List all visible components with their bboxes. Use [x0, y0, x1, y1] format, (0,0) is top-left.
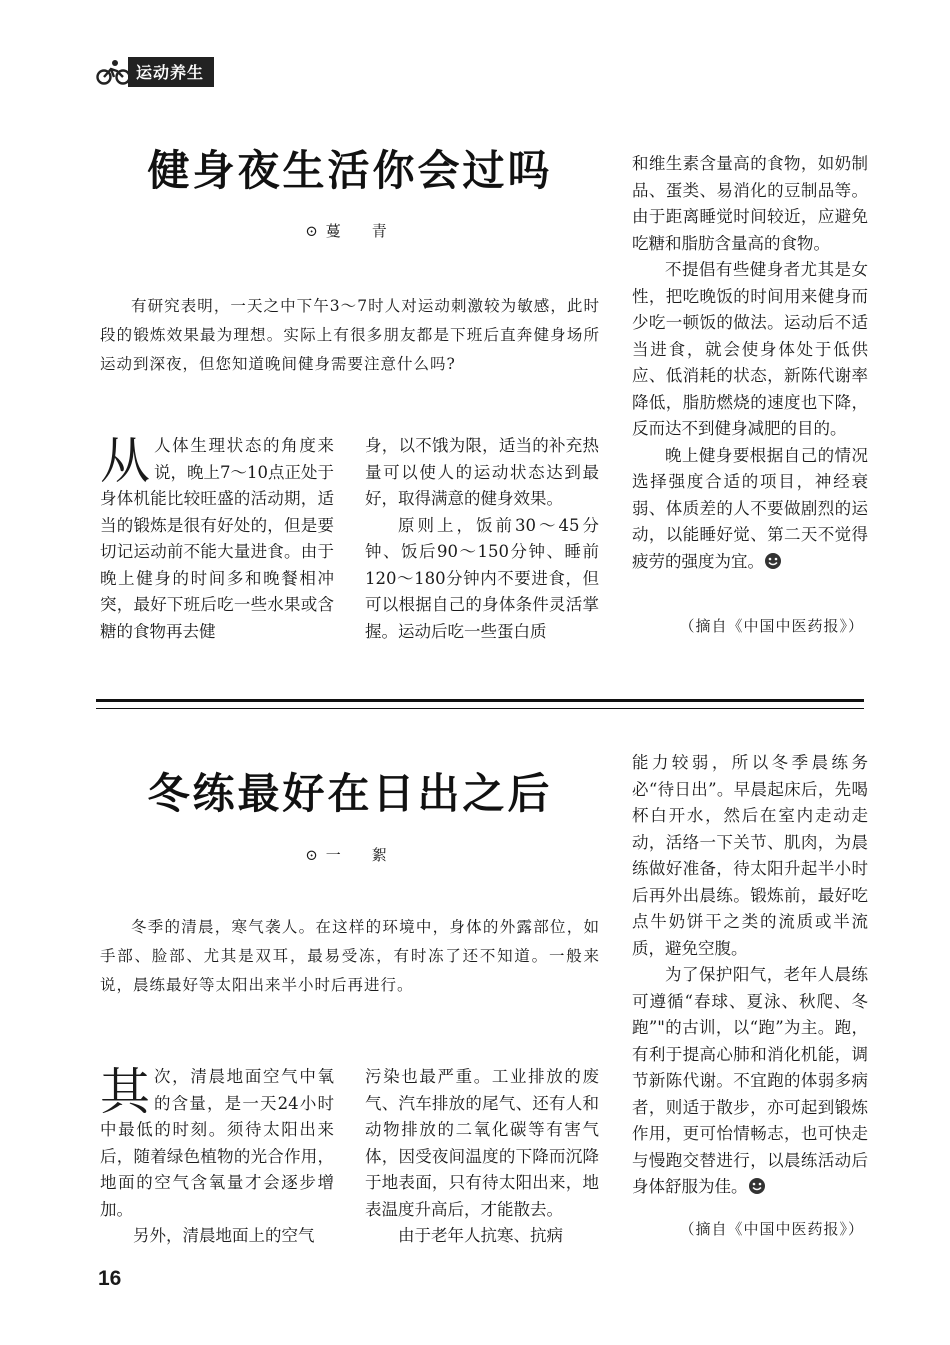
- paragraph: 人体生理状态的角度来说，晚上7～10点正处于身体机能比较旺盛的活动期，适当的锻炼是很有好处的，但是要切记运动前不能大量进食。由于晚上健身的时间多和晚餐相冲突，最好下班后吃一些水果或含糖的食物再去健: [100, 436, 334, 641]
- drop-cap: 从: [100, 432, 150, 490]
- article-2-column-3: [632, 750, 868, 1201]
- paragraph: 次，清晨地面空气中氧的含量，是一天24小时中最低的时刻。须待太阳出来后，随着绿色植物的光合作用，地面的空气含氧量才会逐步增加。: [100, 1067, 334, 1219]
- bicycle-icon: [96, 59, 132, 85]
- paragraph: 由于老年人抗寒、抗病: [398, 1226, 563, 1245]
- paragraph: 身，以不饿为限，适当的补充热量可以使人的运动状态达到最好，取得满意的健身效果。: [365, 436, 599, 508]
- paragraph: 不提倡有些健身者尤其是女性，把吃晚饭的时间用来健身而少吃一顿饭的做法。运动后不适当进食，就会使身体处于低供应、低消耗的状态，新陈代谢率降低，脂肪燃烧的速度也下降，反而达不到健身减肥的目的。: [632, 260, 868, 438]
- paragraph: 为了保护阳气，老年人晨练可遵循“春球、夏泳、秋爬、冬跑”"的古训，以“跑”为主。跑，有利于提高心肺和消化机能，调节新陈代谢。不宜跑的体弱多病者，则适于散步，亦可起到锻炼作用，更可怡情畅志，也可快走与慢跑交替进行，以晨练活动后身体舒服为佳。: [632, 965, 868, 1196]
- article-2-title: 冬练最好在日出之后: [147, 769, 553, 818]
- smiley-icon: [748, 1177, 766, 1195]
- smiley-icon: [764, 552, 782, 570]
- article-1-title: 健身夜生活你会过吗: [147, 146, 553, 195]
- article-1-column-2: [365, 433, 599, 645]
- article-2-column-1: [100, 1064, 334, 1250]
- paragraph: 另外，清晨地面上的空气: [133, 1226, 315, 1245]
- article-1-column-3: [632, 151, 868, 575]
- paragraph: 晚上健身要根据自己的情况选择强度合适的项目，神经衰弱、体质差的人不要做剧烈的运动，以能睡好觉、第二天不觉得疲劳的强度为宜。: [632, 445, 868, 571]
- paragraph: 和维生素含量高的食物，如奶制品、蛋类、易消化的豆制品等。由于距离睡觉时间较近，应避免吃糖和脂肪含量高的食物。: [632, 154, 868, 253]
- article-2-source: （摘自《中国中医药报》）: [679, 1220, 864, 1238]
- article-2-byline: ⊙一 絮: [305, 846, 395, 864]
- article-1-source: （摘自《中国中医药报》）: [679, 617, 864, 635]
- paragraph: 污染也最严重。工业排放的废气、汽车排放的尾气、还有人和动物排放的二氧化碳等有害气体，因受夜间温度的下降而沉降于地表面，只有待太阳出来，地表温度升高后，才能散去。: [365, 1067, 599, 1219]
- article-divider: [96, 699, 864, 709]
- drop-cap: 其: [100, 1063, 150, 1121]
- article-2-intro: 冬季的清晨，寒气袭人。在这样的环境中，身体的外露部位，如手部、脸部、尤其是双耳，最易受冻，有时冻了还不知道。一般来说，晨练最好等太阳出来半小时后再进行。: [100, 918, 600, 994]
- paragraph: 能力较弱，所以冬季晨练务必“待日出”。早晨起床后，先喝杯白开水，然后在室内走动走动，活络一下关节、肌肉，为晨练做好准备，待太阳升起半小时后再外出晨练。锻炼前，最好吃点牛奶饼干之类的流质或半流质，避免空腹。: [632, 753, 868, 958]
- article-2-column-2: [365, 1064, 599, 1250]
- page-number: 16: [98, 1267, 122, 1290]
- section-label: 运动养生: [128, 57, 214, 87]
- article-1-column-1: [100, 433, 334, 645]
- article-1-byline: ⊙蔓 青: [305, 222, 395, 240]
- paragraph: 原则上，饭前30～45分钟、饭后90～150分钟、睡前120～180分钟内不要进食，但可以根据自己的身体条件灵活掌握。运动后吃一些蛋白质: [365, 515, 599, 641]
- article-1-intro: 有研究表明，一天之中下午3～7时人对运动刺激较为敏感，此时段的锻炼效果最为理想。实际上有很多朋友都是下班后直奔健身场所运动到深夜，但您知道晚间健身需要注意什么吗?: [100, 297, 600, 373]
- section-tag: [96, 58, 214, 86]
